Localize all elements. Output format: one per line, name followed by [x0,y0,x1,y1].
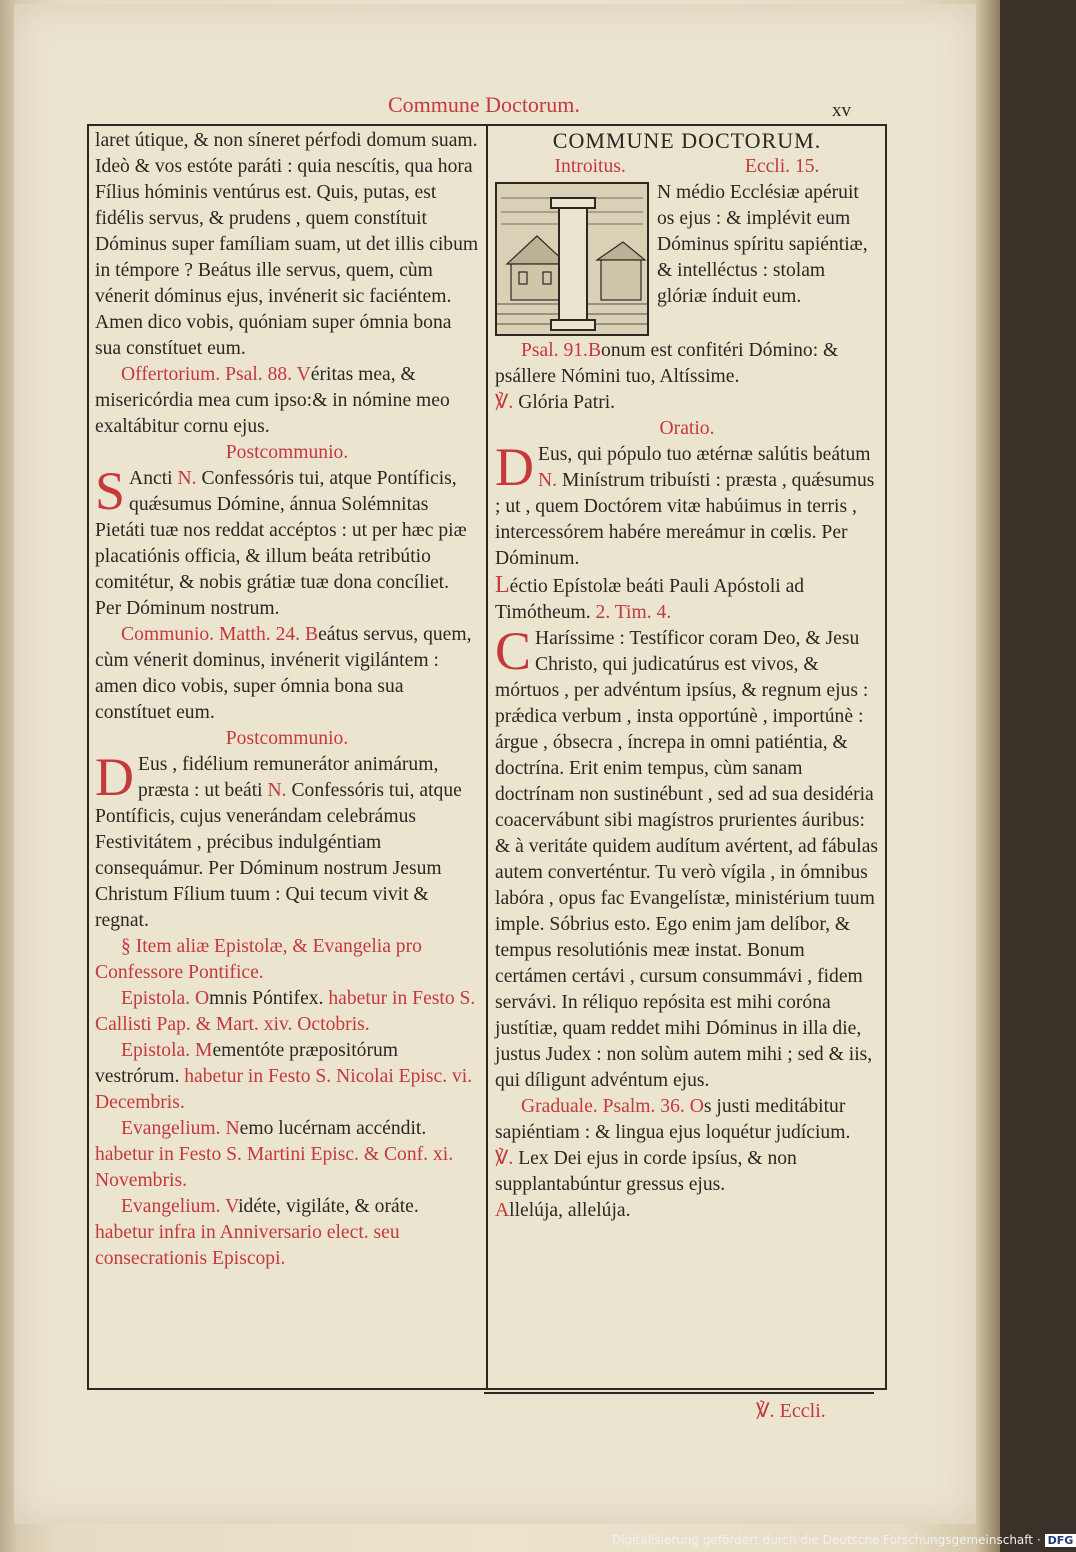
name-placeholder-n-2: N. [267,780,287,801]
woodcut-initial [495,182,649,336]
reference-4-note: habetur infra in Anniversario elect. seu consecrationis Episcopi. [95,1222,400,1269]
versicle-line [495,1146,879,1198]
drop-cap-d: D [95,747,134,807]
woodcut-illustration [497,184,647,334]
alleluia-text: llelúja, allelúja. [509,1200,631,1221]
postcommunio-prayer-1 [95,461,479,622]
communio [95,622,479,726]
postcommunio-1-text-a: Ancti [129,468,178,489]
right-column [495,128,879,1224]
communio-initial: B [304,624,319,645]
postcommunio-title-2: Postcommunio. [225,728,349,749]
psalm-initial: B [587,340,602,361]
graduale-text: s justi meditábitur sapiéntiam : & lingua ejus loquétur judícium. [495,1096,851,1143]
drop-cap-c: C [495,621,532,681]
drop-cap-s: S [95,461,126,521]
gloria-text: Glória Patri. [513,392,616,413]
versicle-icon: ℣. [495,392,514,413]
running-title: Commune Doctorum. [388,92,580,117]
versicle-icon-2: ℣. [495,1148,514,1169]
right-frame-rule [885,124,887,1388]
introitus-label: Introitus. [554,156,626,177]
reference-1-text: mnis Póntifex. [209,988,324,1009]
digitization-credit [612,1533,1076,1547]
psalm-verse [495,338,879,390]
gospel-continuation: laret útique, & non síneret pérfodi domum suam. Ideò & vos estóte paráti : quia nescítis, qua hora Fílius hóminis ventúrus est. Quis, putas, est fidélis servus, & prudens , quem constítuit Dóminus super famíliam suam, ut det illis cibum in témpore ? Beátus ille servus, quem, cùm vénerit dóminus ejus, invénerit sic faciéntem. Amen dico vobis, quóniam super ómnia bona sua constítuet eum. [95,130,479,359]
dfg-logo: DFG [1045,1534,1076,1547]
postcommunio-title-1: Postcommunio. [225,442,349,463]
lectio-heading [495,572,879,626]
page-number: xv [832,100,851,121]
name-placeholder-n-3: N. [538,470,558,491]
oratio [495,437,879,572]
reference-2-note: habetur in Festo S. Nicolai Episc. vi. Decembris. [95,1066,473,1113]
offertorium-initial: V [296,364,311,385]
introitus-reference: Eccli. 15. [744,156,820,177]
oratio-text-b: Minístrum tribuísti : præsta , quǽsumus ; ut , quem Doctórem vitæ habúimus in terris , intercessórem habére mereámur in cœlis. Per Dóminum. [495,470,875,569]
communio-label: Communio. Matth. 24. [121,624,301,645]
lectio-text: éctio Epístolæ beáti Pauli Apóstoli ad Timótheum. [495,576,805,623]
reference-3 [95,1116,479,1194]
oratio-title: Oratio. [659,418,715,439]
postcommunio-2-text-b: Confessóris tui, atque Pontíficis, cujus venerándam celebrámus Festivitátem , précibus indulgéntiam consequámur. Per Dóminum nostrum Jesum Christum Fílium tuum : Qui tecum vivit & regnat. [95,780,462,931]
reference-4-text: idéte, vigiláte, & oráte. [238,1196,419,1217]
offertorium-text: éritas mea, & misericórdia mea cum ipso:& in nómine meo exaltábitur cornu ejus. [95,364,450,437]
reference-1 [95,986,479,1038]
communio-text: eátus servus, quem, cùm vénerit dominus, invénerit vigilántem : amen dico vobis, super ómnia bona sua constítuet eum. [95,624,472,723]
left-frame-rule [87,124,89,1388]
reference-1-label: Epistola. [121,988,196,1009]
postcommunio-2-text-a: Eus , fidélium remunerátor animárum, præsta : ut beáti [138,754,439,801]
introitus [495,180,879,310]
oratio-text-a: Eus, qui pópulo tuo ætérnæ salútis beátum [538,444,871,465]
postcommunio-prayer-2 [95,747,479,934]
column-divider [486,124,488,1388]
reference-3-text: emo lucérnam accéndit. [239,1118,427,1139]
catchword: ℣. Eccli. [756,1400,826,1422]
alleluia [495,1198,879,1224]
graduale-label: Graduale. Psalm. 36. [521,1096,685,1117]
reference-4 [95,1194,479,1272]
reference-1-initial: O [195,988,210,1009]
reference-2-initial: M [195,1040,213,1061]
reference-4-initial: V [225,1196,239,1217]
offertorium [95,362,479,440]
left-column [95,128,479,1272]
psalm-text: onum est confitéri Dómino: & psállere Nómini tuo, Altíssime. [495,340,839,387]
reference-2-label: Epistola. [121,1040,196,1061]
reference-4-label: Evangelium. [121,1196,226,1217]
postcommunio-1-text-b: Confessóris tui, atque Pontíficis, quǽsumus Dómine, ánnua Solémnitas Pietáti tuæ nos reddat accéptos : ut per hæc piæ placatiónis officia, & illum beáta retribútio comitétur, & nobis grátiæ tuæ dona concíliet. Per Dóminum nostrum. [95,468,467,619]
credit-text: Digitalisierung gefördert durch die Deutsche Forschungsgemeinschaft · [612,1533,1041,1547]
epistle-text: Haríssime : Testíficor coram Deo, & Jesu Christo, qui judicatúrus est vivos, & mórtuos , per advéntum ipsíus, & regnum ejus : prǽdica verbum , insta opportúnè , importúnè : árgue , óbsecra , íncrepa in omni patiéntia, & doctrína. Erit enim tempus, cùm sanam doctrínam non sustinébunt , sed ad sua desidéria coacervábunt sibi magístros prurientes áuribus: & à veritáte quidem audítum avértent, ad fábulas autem converténtur. Tu verò vígila , in ómnibus labóra , opus fac Evangelístæ, ministérium tuum imple. Sóbrius esto. Ego enim jam delíbor, & tempus resolutiónis meæ instat. Bonum certámen certávi , cursum consummávi , fidem servávi. In réliquo repósita est mihi coróna justítiæ, quam reddet mihi Dóminus in illa die, justus Judex : non solùm autem mihi ; sed & iis, qui díligunt advéntum ejus. [495,628,879,1091]
section-title: COMMUNE DOCTORUM. [552,128,822,153]
reference-3-initial: N [225,1118,240,1139]
gloria-line [495,390,879,416]
graduale [495,1094,879,1146]
bottom-rule [484,1392,874,1394]
drop-cap-d-right: D [495,437,534,497]
introitus-text: N médio Ecclésiæ apéruit os ejus : & implévit eum Dóminus spíritu sapiéntiæ, & intelléctus : stolam glóriæ índuit eum. [657,182,868,307]
versicle-text: Lex Dei ejus in corde ipsíus, & non supplantabúntur gressus ejus. [495,1148,797,1195]
reference-2-text: ementóte præpositórum vestrórum. [95,1040,399,1087]
lectio-initial: L [495,572,510,598]
reference-3-note: habetur in Festo S. Martini Episc. & Conf. xi. Novembris. [95,1144,454,1191]
graduale-initial: O [689,1096,704,1117]
epistle [495,621,879,1094]
offertorium-label: Offertorium. Psal. 88. [121,364,293,385]
reference-3-label: Evangelium. [121,1118,226,1139]
introitus-heading [495,154,879,180]
alleluia-initial: A [495,1200,510,1221]
psalm-label: Psal. 91. [521,340,588,361]
item-heading: § Item aliæ Epistolæ, & Evangelia pro Confessore Pontifice. [95,936,422,983]
reference-2 [95,1038,479,1116]
reference-1-note: habetur in Festo S. Callisti Pap. & Mart. xiv. Octobris. [95,988,476,1035]
name-placeholder-n: N. [177,468,197,489]
lectio-reference: 2. Tim. 4. [590,602,672,623]
